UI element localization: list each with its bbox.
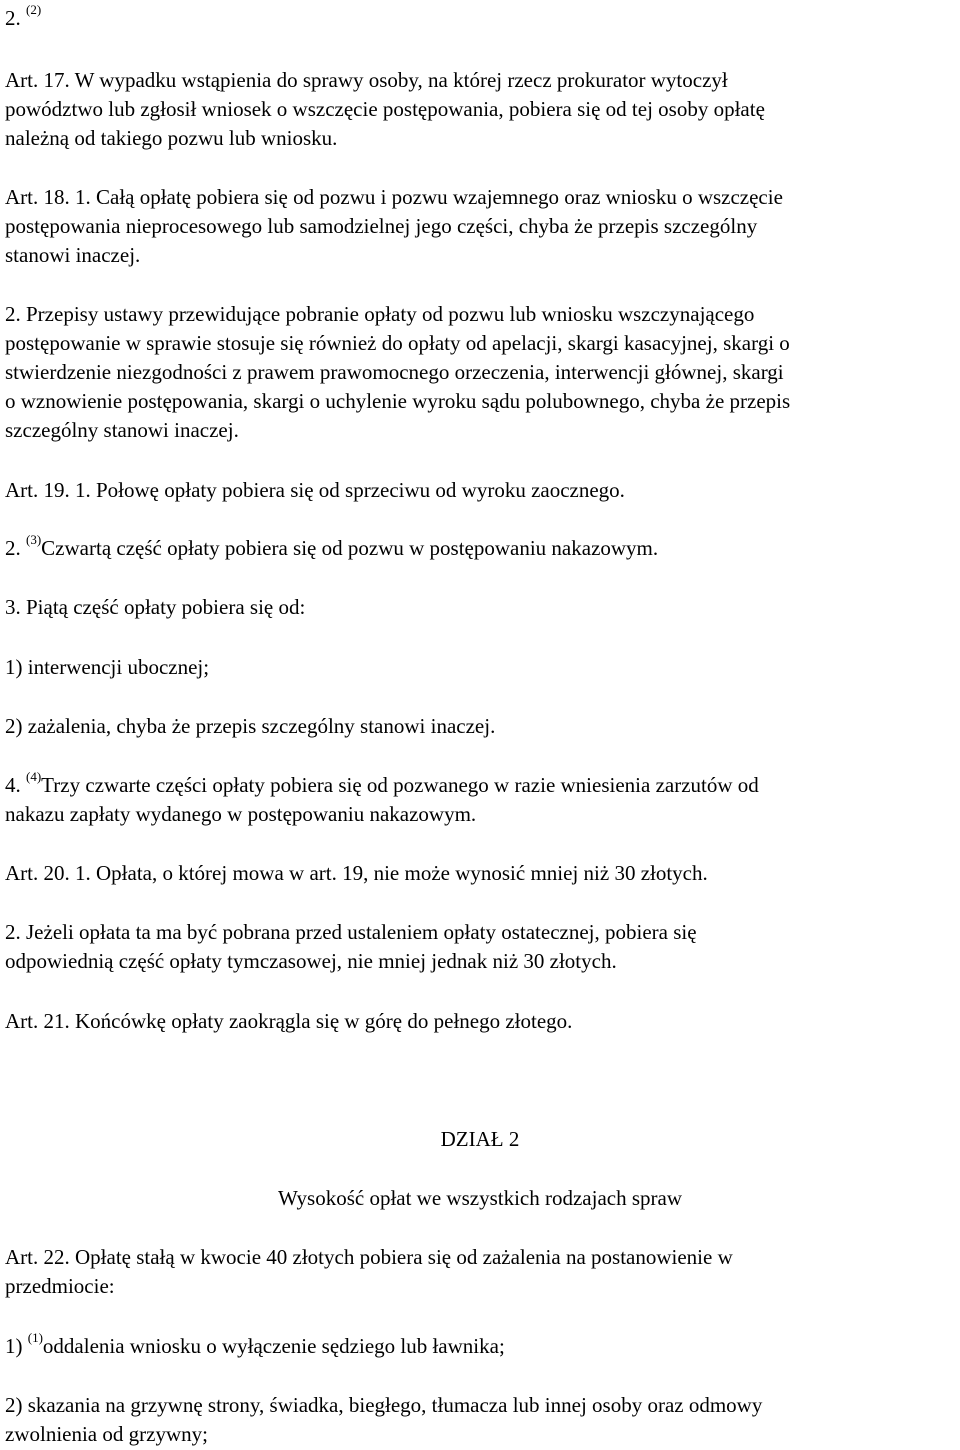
text-line: przedmiocie: (5, 1274, 115, 1298)
list-item (5, 653, 955, 682)
text-line: Art. 21. Końcówkę opłaty zaokrągla się w górę do pełnego złotego. (5, 1009, 573, 1033)
text-line: Art. 18. 1. Całą opłatę pobiera się od pozwu i pozwu wzajemnego oraz wniosku o wszczęcie (5, 185, 783, 209)
text-line: odpowiednią część opłaty tymczasowej, nie mniej jednak niż 30 złotych. (5, 949, 617, 973)
text-line: powództwo lub zgłosił wniosek o wszczęcie postępowania, pobiera się od tej osoby opłatę (5, 97, 765, 121)
list-item (5, 1332, 955, 1361)
text-line: 1) interwencji ubocznej; (5, 655, 210, 679)
article-22 (5, 1243, 955, 1301)
text-line: Art. 22. Opłatę stałą w kwocie 40 złotych pobiera się od zażalenia na postanowienie w (5, 1245, 733, 1269)
footnote-marker: (4) (26, 769, 42, 784)
paragraph-text: Trzy czwarte części opłaty pobiera się od pozwanego w razie wniesienia zarzutów od (41, 773, 759, 797)
article-20-paragraph-2 (5, 918, 955, 976)
text-line: 2. Jeżeli opłata ta ma być pobrana przed ustaleniem opłaty ostatecznej, pobiera się (5, 920, 697, 944)
footnote-marker: (2) (26, 2, 42, 17)
paragraph-fragment (5, 4, 955, 33)
text-line: szczególny stanowi inaczej. (5, 418, 239, 442)
paragraph-number: 4. (5, 773, 21, 797)
text-line: postępowanie w sprawie stosuje się również do opłaty od apelacji, skargi kasacyjnej, skargi o (5, 331, 790, 355)
article-19-paragraph-4 (5, 771, 955, 829)
text-line: postępowania nieprocesowego lub samodzielnej jego części, chyba że przepis szczególny (5, 214, 758, 238)
text-line: nakazu zapłaty wydanego w postępowaniu nakazowym. (5, 802, 477, 826)
text-line: Art. 20. 1. Opłata, o której mowa w art. 19, nie może wynosić mniej niż 30 złotych. (5, 861, 708, 885)
article-18-paragraph-1 (5, 183, 955, 270)
text-line: należną od takiego pozwu lub wniosku. (5, 126, 338, 150)
text-line: o wznowienie postępowania, skargi o uchylenie wyroku sądu polubownego, chyba że przepis (5, 389, 791, 413)
text-line: stanowi inaczej. (5, 243, 141, 267)
list-item (5, 1391, 955, 1449)
text-line: Art. 19. 1. Połowę opłaty pobiera się od sprzeciwu od wyroku zaocznego. (5, 478, 625, 502)
text-line: 3. Piątą część opłaty pobiera się od: (5, 595, 306, 619)
article-19-paragraph-1 (5, 476, 955, 505)
article-19-paragraph-3 (5, 593, 955, 622)
article-21 (5, 1007, 955, 1036)
text-line: stwierdzenie niezgodności z prawem prawomocnego orzeczenia, interwencji głównej, skargi (5, 360, 784, 384)
text-line (5, 771, 955, 800)
list-item (5, 712, 955, 741)
footnote-marker: (3) (26, 532, 42, 547)
section-subheading (5, 1184, 955, 1213)
text-line (5, 1332, 955, 1361)
article-19-paragraph-2 (5, 534, 955, 563)
heading-text: Wysokość opłat we wszystkich rodzajach spraw (277, 1186, 683, 1210)
list-number: 1) (5, 1334, 23, 1358)
section-heading (5, 1125, 955, 1154)
text-line: 2. Przepisy ustawy przewidujące pobranie opłaty od pozwu lub wniosku wszczynającego (5, 302, 755, 326)
paragraph-number: 2. (5, 6, 21, 30)
text-line (5, 534, 955, 563)
heading-text: DZIAŁ 2 (440, 1127, 520, 1151)
paragraph-number: 2. (5, 536, 21, 560)
text-line: 2) zażalenia, chyba że przepis szczególny stanowi inaczej. (5, 714, 496, 738)
article-18-paragraph-2 (5, 300, 955, 445)
text-line: zwolnienia od grzywny; (5, 1422, 208, 1446)
article-20-paragraph-1 (5, 859, 955, 888)
article-17 (5, 66, 955, 153)
footnote-marker: (1) (27, 1330, 43, 1345)
list-text: oddalenia wniosku o wyłączenie sędziego lub ławnika; (42, 1334, 505, 1358)
text-line: Art. 17. W wypadku wstąpienia do sprawy osoby, na której rzecz prokurator wytoczył (5, 68, 728, 92)
text-line: 2) skazania na grzywnę strony, świadka, biegłego, tłumacza lub innej osoby oraz odmowy (5, 1393, 763, 1417)
paragraph-text: Czwartą część opłaty pobiera się od pozwu w postępowaniu nakazowym. (41, 536, 659, 560)
